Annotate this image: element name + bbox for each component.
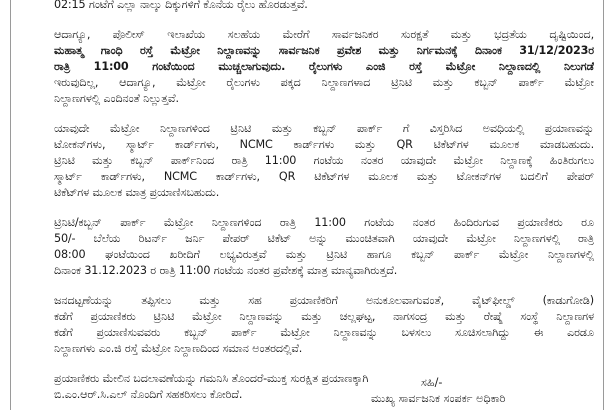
paragraph-return-ticket (54, 215, 594, 279)
paragraph-ticketing (54, 121, 594, 201)
text-line: ಆದಾಗ್ಯೂ, ಪೊಲೀಸ್ ಇಲಾಖೆಯ ಸಲಹೆಯ ಮೇರೆಗೆ ಸಾರ್ವಜನಿಕರ ಸುರಕ್ಷತೆ ಮತ್ತು ಭದ್ರತೆಯ ದೃಷ್ಟಿಯಿಂದ, (54, 28, 594, 41)
text-line: ಟ್ರಿನಿಟಿ/ಕಬ್ಬನ್ ಪಾರ್ಕ್ ಮೆಟ್ರೋ ನಿಲ್ದಾಣಗಳಿಂದ ರಾತ್ರಿ 11:00 ಗಂಟೆಯ ನಂತರ ಹಿಂದಿರುಗುವ ಪ್ರಯಾಣಿಕರು ರೂ (54, 216, 594, 229)
text-line: ಬಿ.ಎಂ.ಆರ್.ಸಿ.ಎಲ್ ನೊಂದಿಗೆ ಸಹಕರಿಸಲು ಕೋರಿದೆ. (54, 388, 243, 401)
paragraph-crowd-advice (54, 293, 594, 357)
text-line: ಕಡೆಗೆ ಪ್ರಯಾಣಿಕರು ಟ್ರಿನಿಟಿ ಮೆಟ್ರೋ ನಿಲ್ದಾಣವನ್ನು ಮತ್ತು ಚಲ್ಲಘಟ್ಟ, ನಾಗಸಂದ್ರ ಮತ್ತು ರೇಷ್ಮೆ ಸಂಸ್ಥೆ ನಿಲ್ದಾಣಗಳ (54, 310, 594, 323)
text-line: ಟಿಕೆಟ್‌ಗಳ ಮೂಲಕ ಮಾತ್ರ ಪ್ರಯಾಣಿಸಬಹುದು. (54, 186, 220, 199)
text-line: ಪ್ರಯಾಣಿಕರು ಮೇಲಿನ ಬದಲಾವಣೆಯನ್ನು ಗಮನಿಸಿ ತೊಂದರೆ-ಮುಕ್ತ ಸುರಕ್ಷಿತ ಪ್ರಯಾಣಕ್ಕಾಗಿ (54, 372, 369, 385)
text-line: ರಾತ್ರಿ 11:00 ಗಂಟೆಯಿಂದ ಮುಚ್ಚಲಾಗುವುದು. ರೈಲುಗಳು ಎಂಜಿ ರಸ್ತೆ ಮೆಟ್ರೋ ನಿಲ್ದಾಣದಲ್ಲಿ ನಿಲುಗಡೆ (54, 60, 594, 73)
paragraph-last-train (54, 0, 594, 13)
text-line: ಮಹಾತ್ಮ ಗಾಂಧಿ ರಸ್ತೆ ಮೆಟ್ರೋ ನಿಲ್ದಾಣವನ್ನು ಸಾರ್ವಜನಿಕ ಪ್ರವೇಶ ಮತ್ತು ನಿರ್ಗಮನಕ್ಕೆ ದಿನಾಂಕ 31/12/2023ರ (54, 44, 594, 57)
signature-sd: ಸಹಿ/- (421, 376, 443, 389)
document-body (54, 0, 594, 403)
text-line: ನಿಲ್ದಾಣಗಳು ಎಂ.ಜಿ ರಸ್ತೆ ಮೆಟ್ರೋ ನಿಲ್ದಾಣದಿಂದ ಸಮಾನ ಅಂತರದಲ್ಲಿವೆ. (54, 342, 303, 355)
text-line: ನಿಲ್ದಾಣಗಳಲ್ಲಿ ಎಂದಿನಂತೆ ನಿಲ್ಲುತ್ತವೆ. (54, 92, 179, 105)
text-line: ಟ್ರಿನಿಟಿ ಮತ್ತು ಕಬ್ಬನ್ ಪಾರ್ಕ್‌ನಿಂದ ರಾತ್ರಿ 11:00 ಗಂಟೆಯ ನಂತರ ಯಾವುದೇ ಮೆಟ್ರೋ ನಿಲ್ದಾಣಕ್ಕೆ ಹಿಂತಿರುಗಲು (54, 154, 594, 167)
text-line: 08:00 ಘಂಟೆಯಿಂದ ಖರೀದಿಗೆ ಲಭ್ಯವಿರುತ್ತವೆ ಮತ್ತು ಟ್ರಿನಿಟಿ ಹಾಗೂ ಕಬ್ಬನ್ ಪಾರ್ಕ್ ಮೆಟ್ರೋ ನಿಲ್ದಾಣಗಳಲ್ಲಿ (54, 248, 594, 261)
text-line: ಟೋಕನ್‌ಗಳು, ಸ್ಮಾರ್ಟ್ ಕಾರ್ಡ್‌ಗಳು, NCMC ಕಾರ್ಡ್‌ಗಳು ಮತ್ತು QR ಟಿಕೆಟ್‌ಗಳ ಮೂಲಕ ಮಾಡಬಹುದು. (54, 138, 594, 151)
text-line: ಯಾವುದೇ ಮೆಟ್ರೋ ನಿಲ್ದಾಣಗಳಿಂದ ಟ್ರಿನಿಟಿ ಮತ್ತು ಕಬ್ಬನ್ ಪಾರ್ಕ್ ಗೆ ವಿಸ್ತರಿಸಿದ ಅವಧಿಯಲ್ಲಿ ಪ್ರಯಾಣವನ್ನು (54, 122, 594, 135)
text-line: ಕಡೆಗೆ ಪ್ರಯಾಣಿಸುವವರು ಕಬ್ಬನ್ ಪಾರ್ಕ್ ಮೆಟ್ರೋ ನಿಲ್ದಾಣವನ್ನು ಬಳಸಲು ಸೂಚಿಸಲಾಗಿದ್ದು ಈ ಎರಡೂ (54, 326, 594, 339)
text-line: ದಿನಾಂಕ 31.12.2023 ರ ರಾತ್ರಿ 11:00 ಗಂಟೆಯ ನಂತರ ಪ್ರವೇಶಕ್ಕೆ ಮಾತ್ರ ಮಾನ್ಯವಾಗಿರುತ್ತದೆ. (54, 264, 398, 277)
text-line: ಜನದಟ್ಟಣೆಯನ್ನು ತಪ್ಪಿಸಲು ಮತ್ತು ಸಹ ಪ್ರಯಾಣಿಕರಿಗೆ ಅನುಕೂಲವಾಗುವಂತೆ, ವೈಟ್‌ಫೀಲ್ಡ್ (ಕಾಡುಗೋಡಿ) (54, 294, 594, 307)
paragraph-closing-request (54, 371, 594, 403)
text-line: 02:15 ಗಂಟೆಗೆ ಎಲ್ಲಾ ನಾಲ್ಕು ದಿಕ್ಕುಗಳಿಗೆ ಕೊನೆಯ ರೈಲು ಹೊರಡುತ್ತವೆ. (54, 0, 308, 11)
left-margin-line (10, 0, 11, 410)
right-margin-line (603, 0, 604, 410)
paragraph-mg-road-closure (54, 27, 594, 107)
text-line: ಸ್ಮಾರ್ಟ್ ಕಾರ್ಡ್‌ಗಳು, NCMC ಕಾರ್ಡ್‌ಗಳು, QR ಟಿಕೆಟ್‌ಗಳ ಮೂಲಕ ಮತ್ತು ಟೋಕನ್‌ಗಳ ಬದಲಿಗೆ ಪೇಪರ್ (54, 170, 594, 183)
text-line: 50/- ಬೆಲೆಯ ರಿಟರ್ನ್ ಜರ್ನಿ ಪೇಪರ್ ಟಿಕೆಟ್ ಅನ್ನು ಮುಂಚಿತವಾಗಿ ಯಾವುದೇ ಮೆಟ್ರೋ ನಿಲ್ದಾಣಗಳಲ್ಲಿ ರಾತ್ರಿ (54, 232, 594, 245)
text-line: ಇರುವುದಿಲ್ಲ, ಆದಾಗ್ಯೂ, ಮೆಟ್ರೋ ರೈಲುಗಳು ಪಕ್ಕದ ನಿಲ್ದಾಣಗಳಾದ ಟ್ರಿನಿಟಿ ಮತ್ತು ಕಬ್ಬನ್ ಪಾರ್ಕ್ ಮೆಟ್ರೋ (54, 76, 594, 89)
signature-designation: ಮುಖ್ಯ ಸಾರ್ವಜನಿಕ ಸಂಪರ್ಕ ಅಧಿಕಾರಿ (371, 392, 506, 405)
